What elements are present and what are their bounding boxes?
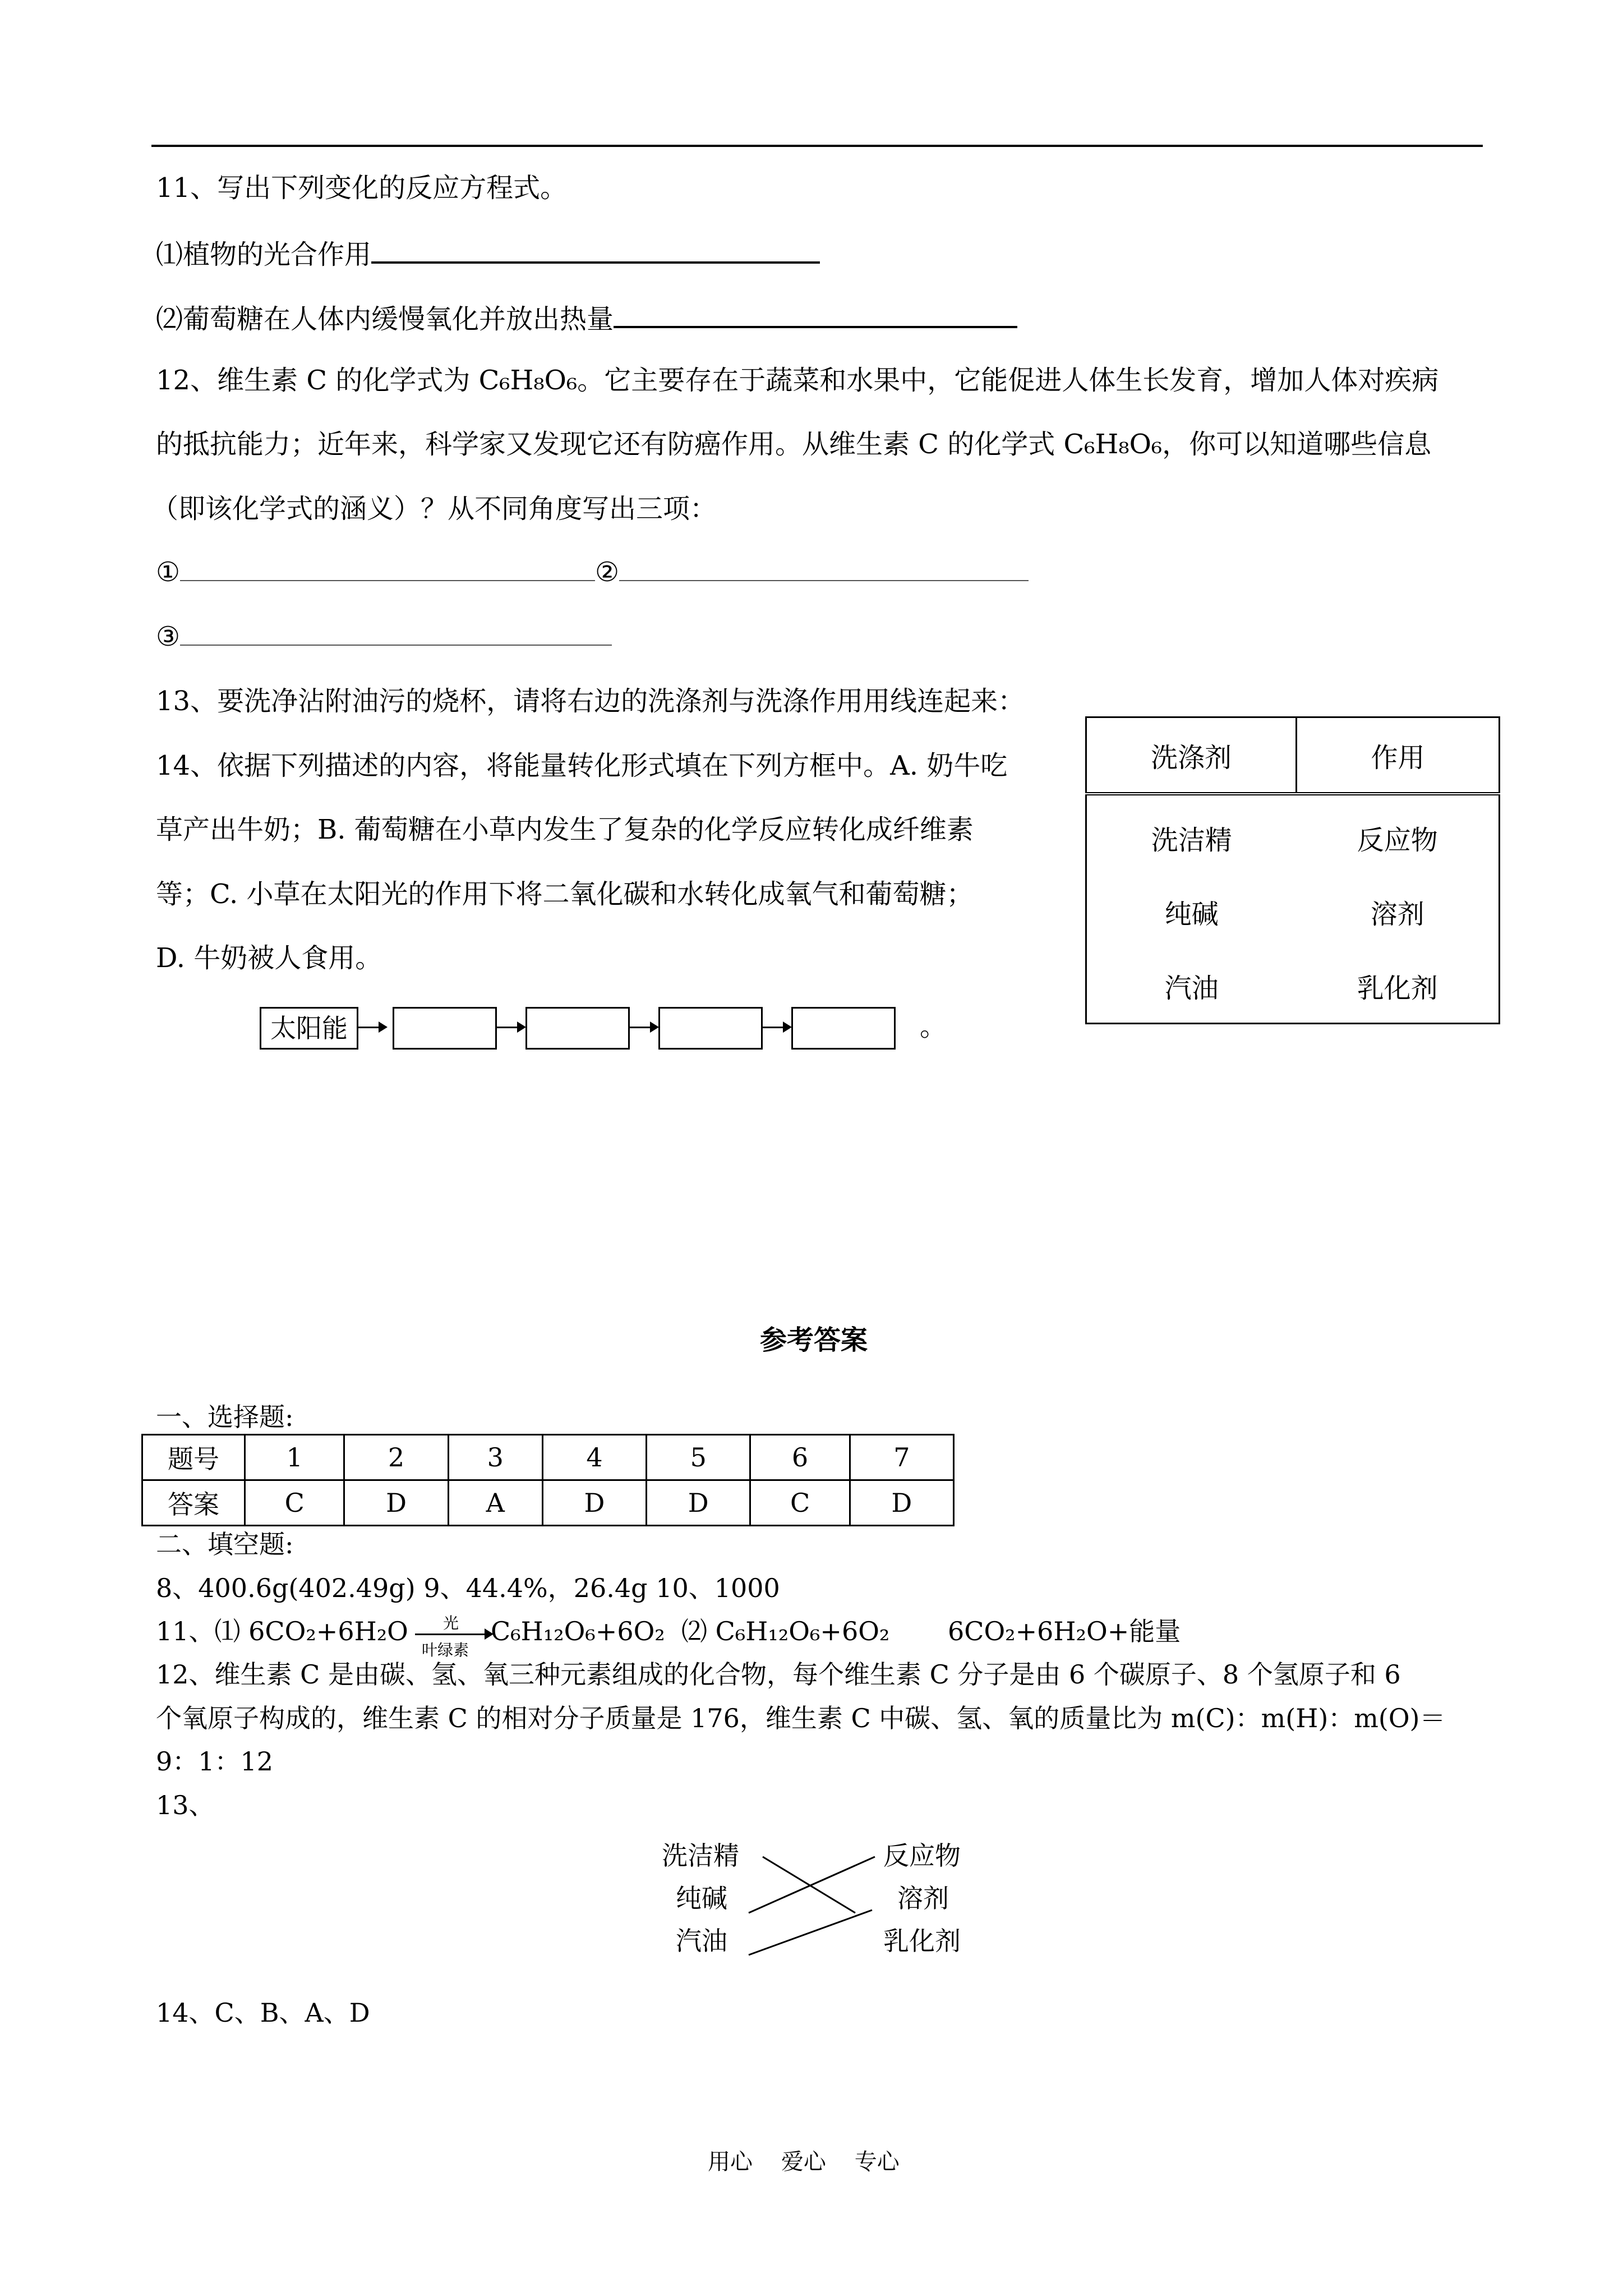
q12-blank-3[interactable] (180, 620, 612, 646)
q14-line4: D. 牛奶被人食用。 (156, 942, 382, 974)
q12-blank-1[interactable] (180, 555, 595, 581)
energy-box-4[interactable] (791, 1007, 896, 1050)
energy-start-label: 太阳能 (270, 1013, 348, 1043)
detergent-header-1: 洗涤剂 (1086, 717, 1297, 794)
detergent-name: 洗洁精 (1086, 794, 1297, 875)
answer-11-part2: ⑵ C₆H₁₂O₆+6O₂ (681, 1616, 890, 1646)
answer-number: 4 (542, 1435, 646, 1480)
energy-end-mark: 。 (920, 1011, 947, 1042)
q13-text: 13、要洗净沾附油污的烧杯，请将右边的洗涤剂与洗涤作用用线连起来： (156, 685, 1025, 717)
q11-item1 (156, 236, 820, 272)
table-row (1086, 875, 1500, 949)
match-line (763, 1857, 855, 1913)
answer-11-prefix: 11、⑴ 6CO₂+6H₂O (156, 1616, 408, 1646)
q11-item1-blank[interactable] (371, 236, 820, 264)
answer-8-10: 8、400.6g(402.49g) 9、44.4%，26.4g 10、1000 (156, 1573, 780, 1603)
q12-marker-3: ③ (156, 621, 181, 652)
table-row (142, 1480, 954, 1526)
match-right-item: 反应物 (883, 1841, 961, 1871)
answers-section-1: 一、选择题: (156, 1402, 294, 1432)
q11-item1-text: ⑴植物的光合作用 (156, 239, 372, 270)
q14-line3: 等；C. 小草在太阳光的作用下将二氧化碳和水转化成氧气和葡萄糖； (156, 878, 974, 910)
detergent-header-2: 作用 (1297, 717, 1500, 794)
energy-box-2[interactable] (525, 1007, 630, 1050)
q12-line1: 12、维生素 C 的化学式为 C₆H₈O₆。它主要存在于蔬菜和水果中，它能促进人体生长发育，增加人体对疾病 (156, 365, 1439, 396)
answer-choice: D (344, 1480, 448, 1526)
answer-choice: D (647, 1480, 750, 1526)
energy-arrow (496, 1027, 524, 1028)
energy-arrow (629, 1027, 657, 1028)
answer-11-product: C₆H₁₂O₆+6O₂ (491, 1616, 665, 1646)
q12-answer-row1 (156, 555, 1029, 589)
match-left-item: 纯碱 (676, 1883, 727, 1913)
answer-number: 2 (344, 1435, 448, 1480)
q11-item2-text: ⑵葡萄糖在人体内缓慢氧化并放出热量 (156, 303, 614, 335)
answer-table-head: 题号 (142, 1435, 245, 1480)
detergent-table (1085, 716, 1500, 1024)
energy-box-3[interactable] (658, 1007, 763, 1050)
answer-choice: D (542, 1480, 646, 1526)
answer-11-part2-product: 6CO₂+6H₂O+能量 (948, 1616, 1181, 1646)
table-row (1086, 794, 1500, 875)
match-left-item: 汽油 (676, 1926, 727, 1956)
match-right-item: 溶剂 (897, 1883, 949, 1913)
energy-arrow (357, 1027, 385, 1028)
detergent-name: 汽油 (1086, 949, 1297, 1024)
answer-11-condition-bottom: 叶绿素 (422, 1641, 469, 1659)
answers-title: 参考答案 (760, 1324, 868, 1356)
answer-12-line1: 12、维生素 C 是由碳、氢、氧三种元素组成的化合物，每个维生素 C 分子是由 6 个碳原子、8 个氢原子和 6 (156, 1659, 1401, 1690)
answer-table-head: 答案 (142, 1480, 245, 1526)
answer-choice: C (750, 1480, 850, 1526)
match-lines (729, 1840, 897, 1975)
answer-table (141, 1434, 955, 1526)
q12-marker-2: ② (595, 556, 620, 588)
q11-item2 (156, 300, 1017, 336)
answer-number: 5 (647, 1435, 750, 1480)
answer-choice: A (448, 1480, 542, 1526)
detergent-table-header (1086, 717, 1500, 794)
answer-12-line2: 个氧原子构成的，维生素 C 的相对分子质量是 176，维生素 C 中碳、氢、氧的质量比为 m(C)：m(H)：m(O)＝ (156, 1703, 1446, 1733)
answer-choice: C (245, 1480, 344, 1526)
detergent-name: 纯碱 (1086, 875, 1297, 949)
q11-item2-blank[interactable] (614, 300, 1017, 328)
answer-11-condition-top: 光 (443, 1614, 459, 1632)
table-row (1086, 949, 1500, 1024)
answer-12-line3: 9：1：12 (156, 1746, 274, 1777)
q12-line2: 的抵抗能力；近年来，科学家又发现它还有防癌作用。从维生素 C 的化学式 C₆H₈O₆，你可以知道哪些信息 (156, 429, 1432, 460)
q14-line1: 14、依据下列描述的内容，将能量转化形式填在下列方框中。A. 奶牛吃 (156, 750, 1008, 781)
answer-number: 7 (850, 1435, 953, 1480)
answer-number: 1 (245, 1435, 344, 1480)
q14-line2: 草产出牛奶；B. 葡萄糖在小草内发生了复杂的化学反应转化成纤维素 (156, 814, 974, 845)
q12-marker-1: ① (156, 556, 181, 588)
answer-14: 14、C、B、A、D (156, 1998, 370, 2028)
energy-start-box (260, 1007, 358, 1050)
q12-blank-2[interactable] (619, 555, 1029, 581)
match-line (749, 1910, 872, 1955)
detergent-role: 溶剂 (1297, 875, 1500, 949)
energy-box-1[interactable] (393, 1007, 497, 1050)
match-left-item: 洗洁精 (662, 1841, 739, 1871)
answer-11-reaction-arrow (415, 1634, 487, 1635)
q12-answer-row2 (156, 620, 612, 654)
detergent-role: 乳化剂 (1297, 949, 1500, 1024)
answer-choice: D (850, 1480, 953, 1526)
q11-title: 11、写出下列变化的反应方程式。 (156, 172, 568, 204)
q12-line3: （即该化学式的涵义）？从不同角度写出三项： (151, 493, 717, 524)
answer-number: 3 (448, 1435, 542, 1480)
match-right-item: 乳化剂 (883, 1926, 961, 1956)
answer-number: 6 (750, 1435, 850, 1480)
answer-13-label: 13、 (156, 1790, 215, 1820)
detergent-role: 反应物 (1297, 794, 1500, 875)
energy-arrow (762, 1027, 790, 1028)
match-line (749, 1857, 875, 1913)
header-rule (151, 145, 1483, 147)
footer-text: 用心 爱心 专心 (708, 2149, 900, 2175)
table-row (142, 1435, 954, 1480)
answers-section-2: 二、填空题: (156, 1529, 294, 1559)
